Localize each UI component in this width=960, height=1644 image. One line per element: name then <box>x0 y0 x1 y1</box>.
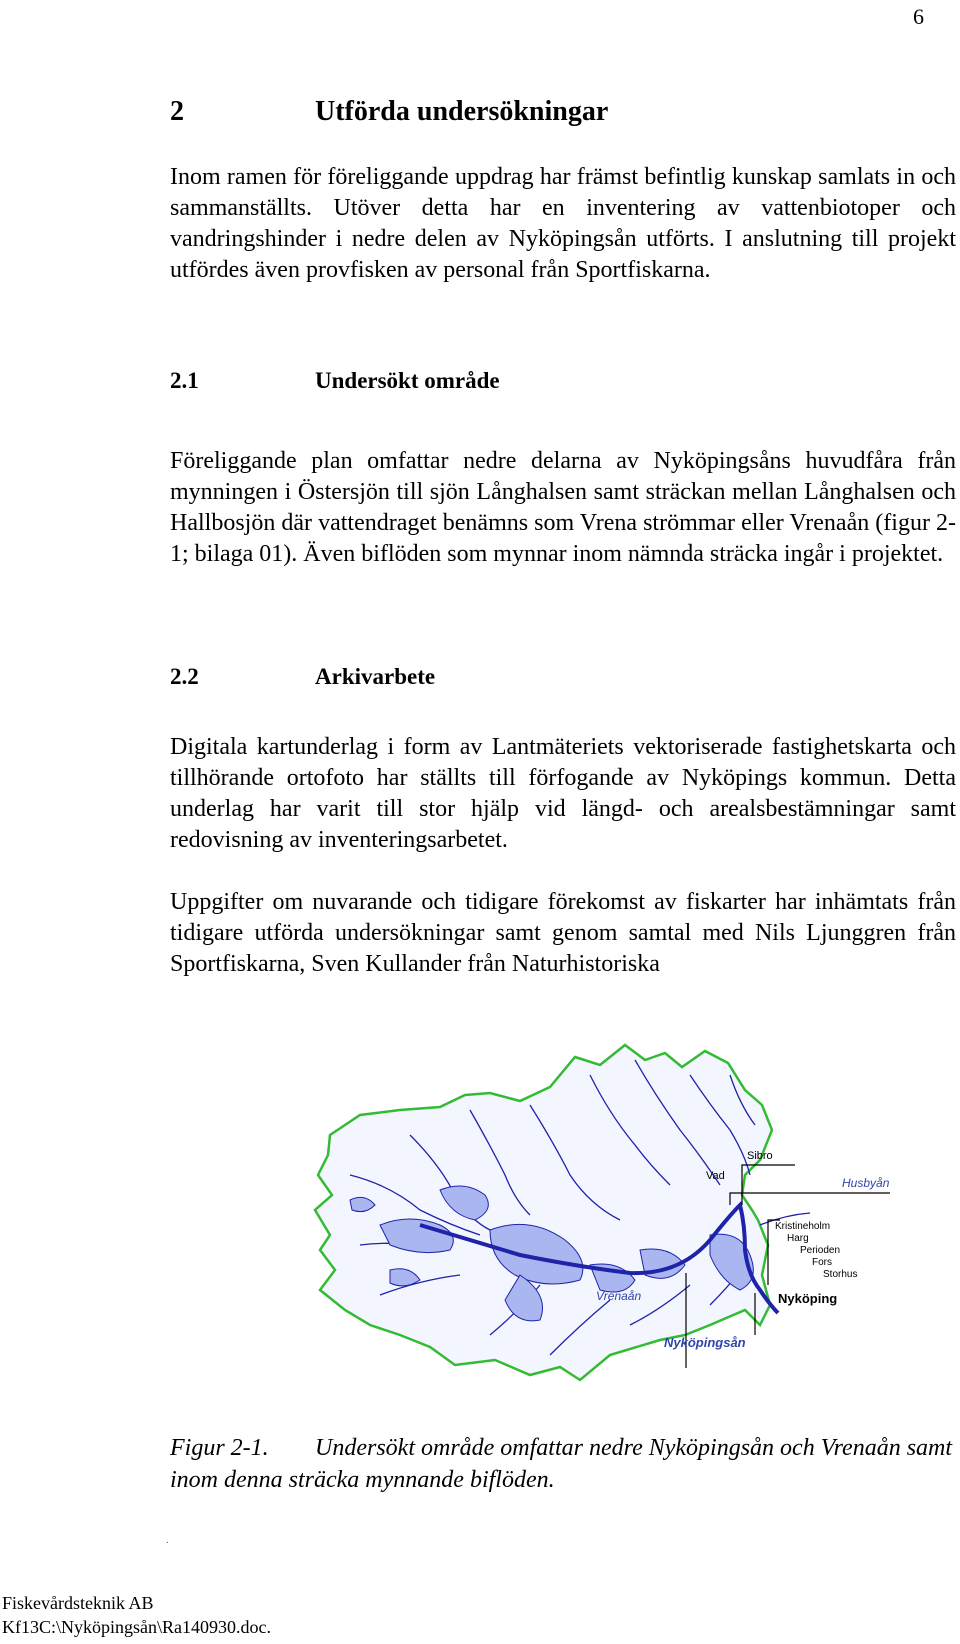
map-label-vad: Vad <box>706 1170 725 1182</box>
map-label-perioden: Perioden <box>800 1245 841 1256</box>
map-label-fors: Fors <box>812 1257 832 1268</box>
stray-mark: . <box>166 1535 169 1546</box>
map-label-husbyan: Husbyån <box>842 1176 890 1190</box>
footer-path: Kf13C:\Nyköpingsån\Ra140930.doc. <box>2 1617 271 1637</box>
subsection-number: 2.1 <box>170 368 199 393</box>
map-label-storhus: Storhus <box>823 1269 858 1280</box>
map-label-harg: Harg <box>787 1233 809 1244</box>
map-label-kristineholm: Kristineholm <box>775 1221 831 1232</box>
intro-paragraph: Inom ramen för föreliggande uppdrag har främst befintlig kunskap samlats in och sammanställts. Utöver detta har en inventering av vattenbiotoper och vandringshinder i nedre delen av Nyköpingsån utförts. I anslutning till projekt utfördes även provfisken av personal från Sportfiskarna. <box>170 164 956 283</box>
map-label-vrenaan: Vrenaån <box>596 1289 642 1303</box>
map-label-sibro: Sibro <box>747 1150 773 1162</box>
figure-caption-text: Undersökt område omfattar nedre Nyköpingsån och Vrenaån samt inom denna sträcka mynnande biflöden. <box>170 1435 953 1493</box>
map-label-nykopingsan: Nyköpingsån <box>664 1335 746 1350</box>
map-label-nykoping: Nyköping <box>778 1291 838 1306</box>
archive-paragraph-1: Digitala kartunderlag i form av Lantmäteriets vektoriserade fastighetskarta och tillhörande ortofoto har ställts till förfogande av Nyköpings kommun. Detta underlag har varit till stor hjälp vid längd- och arealsbestämningar samt redovisning av inventeringsarbetet. <box>170 734 956 853</box>
footer-company: Fiskevårdsteknik AB <box>2 1593 154 1613</box>
section-title: Utförda undersökningar <box>315 96 609 127</box>
subsection-title: Undersökt område <box>315 368 500 393</box>
section-heading <box>170 96 608 128</box>
figure-label: Figur 2-1. <box>170 1435 269 1461</box>
subsection-number: 2.2 <box>170 664 199 689</box>
section-number: 2 <box>170 96 184 127</box>
subsection-heading-2-2 <box>170 664 435 690</box>
catchment-map <box>290 1035 930 1415</box>
subsection-title: Arkivarbete <box>315 664 436 689</box>
figure-caption <box>170 1432 956 1496</box>
area-paragraph: Föreliggande plan omfattar nedre delarna av Nyköpingsåns huvudfåra från mynningen i Östersjön till sjön Långhalsen samt sträckan mellan Långhalsen och Hallbosjön där vattendraget benämns som Vrena strömmar eller Vrenaån (figur 2-1; bilaga 01). Även biflöden som mynnar inom nämnda sträcka ingår i projektet. <box>170 448 956 567</box>
archive-paragraph-2: Uppgifter om nuvarande och tidigare förekomst av fiskarter har inhämtats från tidigare utförda undersökningar samt genom samtal med Nils Ljunggren från Sportfiskarna, Sven Kullander från Naturhistoriska <box>170 889 956 977</box>
page-number: 6 <box>913 4 924 29</box>
subsection-heading-2-1 <box>170 368 500 394</box>
